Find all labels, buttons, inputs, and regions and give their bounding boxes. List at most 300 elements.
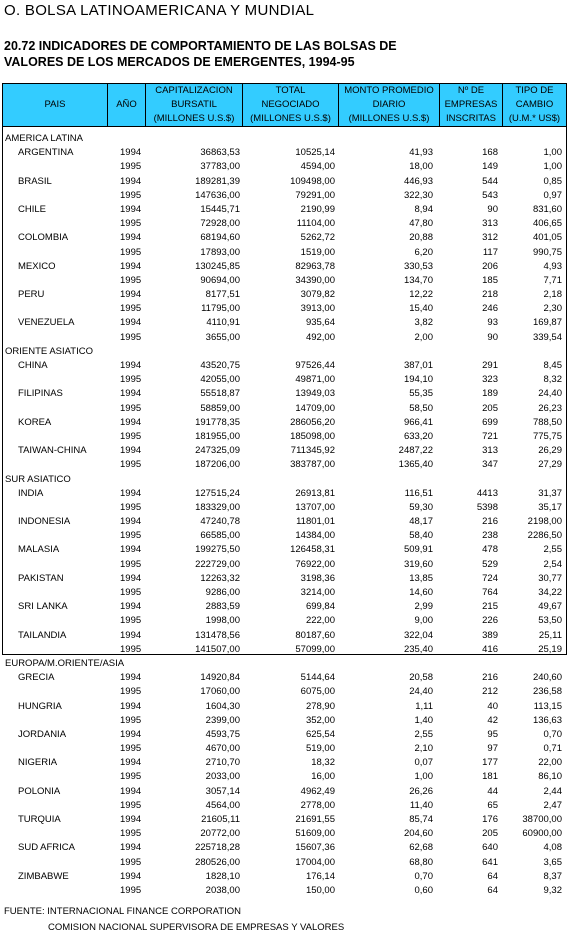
- empresas-cell: 93: [487, 317, 498, 329]
- total-negociado-cell: 5262,72: [300, 232, 335, 244]
- empresas-cell: 44: [487, 785, 498, 797]
- tipo-cambio-cell: 8,45: [543, 360, 562, 371]
- year-cell: 1994: [120, 700, 142, 712]
- tipo-cambio-cell: 22,00: [538, 757, 562, 769]
- empresas-cell: 291: [482, 360, 498, 371]
- year-cell: 1994: [120, 870, 142, 882]
- monto-promedio-cell: 330,53: [403, 260, 433, 272]
- tipo-cambio-cell: 1,00: [543, 161, 562, 173]
- table-row: [2, 770, 567, 784]
- total-negociado-cell: 3214,00: [300, 587, 335, 598]
- capitalizacion-cell: 4670,00: [205, 743, 240, 755]
- capitalizacion-cell: 222729,00: [195, 558, 240, 570]
- monto-promedio-cell: 41,93: [409, 147, 433, 159]
- total-negociado-cell: 4594,00: [300, 161, 335, 173]
- total-negociado-cell: 185098,00: [290, 430, 335, 442]
- capitalizacion-cell: 68194,60: [200, 232, 240, 244]
- monto-promedio-cell: 26,26: [409, 785, 433, 797]
- empresas-cell: 313: [482, 218, 498, 230]
- year-cell: 1995: [120, 799, 142, 811]
- tipo-cambio-cell: 25,11: [538, 629, 562, 641]
- table-row: [2, 146, 567, 160]
- monto-promedio-cell: 0,60: [414, 884, 433, 896]
- tipo-cambio-cell: 3,65: [543, 856, 562, 868]
- total-negociado-cell: 4962,49: [300, 785, 335, 797]
- monto-promedio-cell: 2,99: [414, 601, 433, 613]
- empresas-cell: 347: [482, 459, 498, 471]
- monto-promedio-cell: 8,94: [414, 203, 433, 215]
- year-cell: 1995: [120, 331, 142, 343]
- monto-promedio-cell: 194,10: [403, 374, 433, 386]
- tipo-cambio-cell: 775,75: [532, 430, 562, 442]
- total-negociado-cell: 286056,20: [290, 416, 335, 428]
- header-pais: PAIS: [44, 99, 66, 110]
- monto-promedio-cell: 15,40: [409, 303, 433, 315]
- empresas-cell: 97: [487, 743, 498, 755]
- total-negociado-cell: 699,84: [305, 601, 335, 613]
- monto-promedio-cell: 387,01: [403, 360, 433, 371]
- year-cell: 1994: [120, 175, 142, 187]
- monto-promedio-cell: 116,51: [404, 487, 433, 499]
- tipo-cambio-cell: 35,17: [538, 501, 562, 513]
- total-negociado-cell: 2778,00: [300, 799, 335, 811]
- country-label: SRI LANKA: [18, 601, 68, 613]
- capitalizacion-cell: 8177,51: [205, 289, 240, 301]
- tipo-cambio-cell: 2,54: [543, 558, 562, 570]
- empresas-cell: 226: [482, 615, 498, 627]
- total-negociado-cell: 13707,00: [295, 501, 335, 513]
- total-negociado-cell: 21691,55: [295, 814, 335, 825]
- monto-promedio-cell: 12,22: [409, 289, 433, 301]
- empresas-cell: 4413: [476, 487, 498, 499]
- tipo-cambio-cell: 136,63: [532, 714, 562, 726]
- capitalizacion-cell: 21605,11: [201, 814, 240, 825]
- country-label: HUNGRIA: [18, 700, 62, 712]
- tipo-cambio-cell: 990,75: [532, 246, 562, 258]
- year-cell: 1994: [120, 544, 142, 556]
- tipo-cambio-cell: 8,37: [543, 870, 562, 882]
- total-negociado-cell: 18,32: [311, 757, 335, 769]
- table-row: [2, 373, 567, 387]
- country-label: INDIA: [18, 487, 44, 499]
- monto-promedio-cell: 1,00: [414, 771, 433, 783]
- year-cell: 1995: [120, 714, 142, 726]
- table-row: [2, 274, 567, 288]
- total-negociado-cell: 49871,00: [295, 374, 335, 386]
- total-negociado-cell: 6075,00: [300, 686, 335, 698]
- total-negociado-cell: 222,00: [305, 615, 335, 627]
- year-cell: 1994: [120, 147, 142, 159]
- year-cell: 1995: [120, 189, 142, 201]
- empresas-cell: 312: [482, 232, 498, 244]
- header-tipo-cambio: TIPO DE CAMBIO (U.M.* US$): [508, 85, 561, 124]
- total-negociado-cell: 11104,00: [296, 218, 335, 230]
- empresas-cell: 185: [482, 274, 498, 286]
- capitalizacion-cell: 4564,00: [205, 799, 240, 811]
- country-label: PERU: [18, 289, 45, 301]
- monto-promedio-cell: 446,93: [403, 175, 433, 187]
- table-row: [2, 827, 567, 841]
- capitalizacion-cell: 90694,00: [200, 274, 240, 286]
- year-cell: 1995: [120, 161, 142, 173]
- header-monto-promedio: MONTO PROMEDIO DIARIO (MILLONES U.S.$): [344, 85, 434, 124]
- country-label: INDONESIA: [18, 516, 71, 528]
- year-cell: 1995: [120, 743, 142, 755]
- total-negociado-cell: 14709,00: [295, 402, 335, 414]
- year-cell: 1994: [120, 842, 142, 854]
- table-row: [2, 856, 567, 870]
- empresas-cell: 149: [482, 161, 498, 173]
- total-negociado-cell: 3913,00: [300, 303, 335, 315]
- year-cell: 1994: [120, 232, 142, 244]
- header-empresas: Nº DE EMPRESAS INSCRITAS: [444, 85, 498, 124]
- monto-promedio-cell: 6,20: [414, 246, 433, 258]
- monto-promedio-cell: 1,40: [414, 714, 433, 726]
- chapter-heading: O. BOLSA LATINOAMERICANA Y MUNDIAL: [4, 2, 315, 19]
- table-row: [2, 742, 567, 756]
- empresas-cell: 64: [487, 870, 498, 882]
- empresas-cell: 5398: [476, 501, 498, 513]
- capitalizacion-cell: 280526,00: [195, 856, 240, 868]
- year-cell: 1995: [120, 402, 142, 414]
- table-row: [2, 799, 567, 813]
- year-cell: 1994: [120, 360, 142, 371]
- empresas-cell: 641: [482, 856, 498, 868]
- monto-promedio-cell: 58,50: [409, 402, 433, 414]
- monto-promedio-cell: 2,10: [414, 743, 433, 755]
- capitalizacion-cell: 20772,00: [200, 828, 240, 840]
- capitalizacion-cell: 191778,35: [195, 416, 240, 428]
- capitalizacion-cell: 4593,75: [205, 728, 240, 740]
- table-row: [2, 572, 567, 586]
- year-cell: 1994: [120, 516, 142, 528]
- capitalizacion-cell: 17893,00: [200, 246, 240, 258]
- table-body: [2, 132, 567, 898]
- monto-promedio-cell: 1365,40: [398, 459, 433, 471]
- empresas-cell: 168: [482, 147, 498, 159]
- monto-promedio-cell: 319,60: [403, 558, 433, 570]
- table-row: [2, 685, 567, 699]
- total-negociado-cell: 10525,14: [295, 147, 335, 159]
- table-row: [2, 387, 567, 401]
- table-row: [2, 359, 567, 373]
- empresas-cell: 189: [482, 388, 498, 400]
- year-cell: 1995: [120, 218, 142, 230]
- capitalizacion-cell: 36863,53: [200, 147, 240, 159]
- capitalizacion-cell: 130245,85: [195, 260, 240, 272]
- capitalizacion-cell: 225718,28: [195, 842, 240, 854]
- empresas-cell: 117: [482, 246, 498, 258]
- tipo-cambio-cell: 31,37: [538, 487, 562, 499]
- empresas-cell: 205: [482, 828, 498, 840]
- tipo-cambio-cell: 86,10: [538, 771, 562, 783]
- total-negociado-cell: 126458,31: [290, 544, 335, 556]
- capitalizacion-cell: 43520,75: [200, 360, 240, 371]
- capitalizacion-cell: 2038,00: [205, 884, 240, 896]
- capitalizacion-cell: 189281,39: [195, 175, 240, 187]
- tipo-cambio-cell: 26,23: [538, 402, 562, 414]
- country-label: MALASIA: [18, 544, 60, 556]
- total-negociado-cell: 97526,44: [295, 360, 335, 371]
- total-negociado-cell: 34390,00: [295, 274, 335, 286]
- tipo-cambio-cell: 0,70: [543, 728, 562, 740]
- capitalizacion-cell: 247325,09: [195, 445, 240, 457]
- empresas-cell: 529: [482, 558, 498, 570]
- monto-promedio-cell: 966,41: [403, 416, 433, 428]
- empresas-cell: 181: [482, 771, 498, 783]
- empresas-cell: 764: [482, 587, 498, 598]
- capitalizacion-cell: 183329,00: [195, 501, 240, 513]
- country-label: PAKISTAN: [18, 572, 64, 584]
- empresas-cell: 205: [482, 402, 498, 414]
- capitalizacion-cell: 12263,32: [200, 572, 240, 584]
- total-negociado-cell: 3198,36: [300, 572, 335, 584]
- empresas-cell: 699: [482, 416, 498, 428]
- year-cell: 1994: [120, 728, 142, 740]
- empresas-cell: 177: [482, 757, 498, 769]
- monto-promedio-cell: 48,17: [409, 516, 433, 528]
- total-negociado-cell: 17004,00: [295, 856, 335, 868]
- total-negociado-cell: 79291,00: [295, 189, 335, 201]
- empresas-cell: 478: [482, 544, 498, 556]
- capitalizacion-cell: 2033,00: [205, 771, 240, 783]
- empresas-cell: 724: [482, 572, 498, 584]
- tipo-cambio-cell: 2,55: [543, 544, 562, 556]
- table-row: [2, 756, 567, 770]
- monto-promedio-cell: 11,40: [409, 799, 433, 811]
- year-cell: 1995: [120, 530, 142, 542]
- monto-promedio-cell: 633,20: [403, 430, 433, 442]
- capitalizacion-cell: 127515,24: [195, 487, 240, 499]
- region-row: [2, 345, 567, 359]
- year-cell: 1994: [120, 572, 142, 584]
- capitalizacion-cell: 3057,14: [205, 785, 240, 797]
- tipo-cambio-cell: 169,87: [532, 317, 562, 329]
- empresas-cell: 206: [482, 260, 498, 272]
- empresas-cell: 212: [482, 686, 498, 698]
- total-negociado-cell: 76922,00: [295, 558, 335, 570]
- table-row: [2, 543, 567, 557]
- table-row: [2, 629, 567, 643]
- country-label: VENEZUELA: [18, 317, 75, 329]
- monto-promedio-cell: 24,40: [409, 686, 433, 698]
- capitalizacion-cell: 199275,50: [195, 544, 240, 556]
- tipo-cambio-cell: 339,54: [532, 331, 562, 343]
- monto-promedio-cell: 1,11: [415, 700, 433, 712]
- capitalizacion-cell: 9286,00: [205, 587, 240, 598]
- capitalizacion-cell: 4110,91: [206, 317, 240, 329]
- year-cell: 1995: [120, 828, 142, 840]
- monto-promedio-cell: 2,55: [414, 728, 433, 740]
- empresas-cell: 216: [482, 516, 498, 528]
- empresas-cell: 721: [482, 430, 498, 442]
- table-row: [2, 487, 567, 501]
- tipo-cambio-cell: 406,65: [532, 218, 562, 230]
- table-row: [2, 430, 567, 444]
- empresas-cell: 323: [482, 374, 498, 386]
- empresas-cell: 544: [482, 175, 498, 187]
- total-negociado-cell: 16,00: [311, 771, 335, 783]
- monto-promedio-cell: 509,91: [403, 544, 433, 556]
- total-negociado-cell: 14384,00: [295, 530, 335, 542]
- capitalizacion-cell: 14920,84: [200, 672, 240, 684]
- table-row: [2, 529, 567, 543]
- tipo-cambio-cell: 4,93: [543, 260, 562, 272]
- total-negociado-cell: 80187,60: [295, 629, 335, 641]
- empresas-cell: 543: [482, 189, 498, 201]
- tipo-cambio-cell: 236,58: [532, 686, 562, 698]
- table-row: [2, 785, 567, 799]
- table-row: [2, 870, 567, 884]
- year-cell: 1994: [120, 757, 142, 769]
- table-row: [2, 643, 567, 657]
- year-cell: 1994: [120, 388, 142, 400]
- table-row: [2, 331, 567, 345]
- monto-promedio-cell: 2,00: [414, 331, 433, 343]
- table-row: [2, 288, 567, 302]
- country-label: COLOMBIA: [18, 232, 69, 244]
- year-cell: 1995: [120, 374, 142, 386]
- monto-promedio-cell: 322,30: [403, 189, 433, 201]
- tipo-cambio-cell: 60900,00: [522, 828, 562, 840]
- capitalizacion-cell: 187206,00: [195, 459, 240, 471]
- table-row: [2, 841, 567, 855]
- table-title: [4, 38, 564, 70]
- tipo-cambio-cell: 401,05: [532, 232, 562, 244]
- monto-promedio-cell: 0,07: [414, 757, 433, 769]
- tipo-cambio-cell: 7,71: [543, 274, 562, 286]
- monto-promedio-cell: 2487,22: [398, 445, 433, 457]
- total-negociado-cell: 278,90: [305, 700, 335, 712]
- table-row: [2, 671, 567, 685]
- empresas-cell: 640: [482, 842, 498, 854]
- tipo-cambio-cell: 113,15: [533, 700, 562, 712]
- total-negociado-cell: 1519,00: [300, 246, 335, 258]
- table-row: [2, 231, 567, 245]
- total-negociado-cell: 383787,00: [290, 459, 335, 471]
- capitalizacion-cell: 147636,00: [195, 189, 240, 201]
- year-cell: 1994: [120, 260, 142, 272]
- tipo-cambio-cell: 49,67: [538, 601, 562, 613]
- table-row: [2, 260, 567, 274]
- table-row: [2, 614, 567, 628]
- tipo-cambio-cell: 30,77: [538, 572, 562, 584]
- monto-promedio-cell: 134,70: [403, 274, 433, 286]
- monto-promedio-cell: 235,40: [403, 643, 433, 655]
- country-label: KOREA: [18, 416, 52, 428]
- tipo-cambio-cell: 1,00: [543, 147, 562, 159]
- monto-promedio-cell: 55,35: [409, 388, 433, 400]
- table-row: [2, 558, 567, 572]
- capitalizacion-cell: 1828,10: [205, 870, 240, 882]
- tipo-cambio-cell: 240,60: [532, 672, 562, 684]
- year-cell: 1995: [120, 615, 142, 627]
- tipo-cambio-cell: 0,85: [543, 175, 562, 187]
- monto-promedio-cell: 47,80: [409, 218, 433, 230]
- table-row: [2, 501, 567, 515]
- tipo-cambio-cell: 53,50: [538, 615, 562, 627]
- total-negociado-cell: 352,00: [305, 714, 335, 726]
- table-row: [2, 402, 567, 416]
- table-row: [2, 302, 567, 316]
- table-row: [2, 700, 567, 714]
- region-label: EUROPA/M.ORIENTE/ASIA: [5, 657, 125, 669]
- country-label: MEXICO: [18, 260, 56, 272]
- year-cell: 1994: [120, 814, 142, 825]
- country-label: GRECIA: [18, 672, 55, 684]
- footer-source: FUENTE: INTERNACIONAL FINANCE CORPORATION: [4, 906, 241, 917]
- region-label: SUR ASIATICO: [5, 473, 71, 485]
- table-row: [2, 189, 567, 203]
- table-row: [2, 586, 567, 600]
- header-anio: AÑO: [116, 99, 137, 110]
- monto-promedio-cell: 14,60: [409, 587, 433, 598]
- year-cell: 1995: [120, 246, 142, 258]
- table-row: [2, 714, 567, 728]
- empresas-cell: 215: [482, 601, 498, 613]
- capitalizacion-cell: 66585,00: [200, 530, 240, 542]
- monto-promedio-cell: 58,40: [409, 530, 433, 542]
- country-label: ARGENTINA: [18, 147, 74, 159]
- table-row: [2, 884, 567, 898]
- total-negociado-cell: 5144,64: [300, 672, 335, 684]
- table-row: [2, 458, 567, 472]
- year-cell: 1995: [120, 856, 142, 868]
- header-total-negociado: TOTAL NEGOCIADO (MILLONES U.S.$): [250, 85, 331, 124]
- tipo-cambio-cell: 24,40: [538, 388, 562, 400]
- year-cell: 1994: [120, 785, 142, 797]
- year-cell: 1995: [120, 771, 142, 783]
- empresas-cell: 65: [487, 799, 498, 811]
- year-cell: 1995: [120, 558, 142, 570]
- monto-promedio-cell: 59,30: [409, 501, 433, 513]
- empresas-cell: 238: [482, 530, 498, 542]
- table-header: [2, 83, 567, 127]
- year-cell: 1994: [120, 445, 142, 457]
- capitalizacion-cell: 37783,00: [200, 161, 240, 173]
- year-cell: 1994: [120, 629, 142, 641]
- country-label: FILIPINAS: [18, 388, 63, 400]
- capitalizacion-cell: 1998,00: [205, 615, 240, 627]
- capitalizacion-cell: 2883,59: [205, 601, 240, 613]
- year-cell: 1994: [120, 289, 142, 301]
- monto-promedio-cell: 204,60: [403, 828, 433, 840]
- tipo-cambio-cell: 27,29: [538, 459, 562, 471]
- total-negociado-cell: 57099,00: [295, 643, 335, 655]
- capitalizacion-cell: 72928,00: [200, 218, 240, 230]
- country-label: SUD AFRICA: [18, 842, 76, 854]
- footer-source-2: COMISION NACIONAL SUPERVISORA DE EMPRESAS Y VALORES: [48, 922, 345, 933]
- year-cell: 1995: [120, 686, 142, 698]
- year-cell: 1995: [120, 303, 142, 315]
- tipo-cambio-cell: 2,47: [543, 799, 562, 811]
- year-cell: 1994: [120, 317, 142, 329]
- country-label: ZIMBABWE: [18, 870, 69, 882]
- total-negociado-cell: 176,14: [305, 870, 335, 882]
- total-negociado-cell: 935,64: [305, 317, 335, 329]
- year-cell: 1994: [120, 203, 142, 215]
- region-label: ORIENTE ASIATICO: [5, 345, 93, 357]
- table-title-line-1: 20.72 INDICADORES DE COMPORTAMIENTO DE LAS BOLSAS DE: [4, 39, 397, 53]
- region-row: [2, 657, 567, 671]
- country-label: CHINA: [18, 360, 48, 371]
- capitalizacion-cell: 131478,56: [195, 629, 240, 641]
- year-cell: 1994: [120, 416, 142, 428]
- tipo-cambio-cell: 2286,50: [527, 530, 562, 542]
- monto-promedio-cell: 0,70: [414, 870, 433, 882]
- table-row: [2, 444, 567, 458]
- year-cell: 1995: [120, 430, 142, 442]
